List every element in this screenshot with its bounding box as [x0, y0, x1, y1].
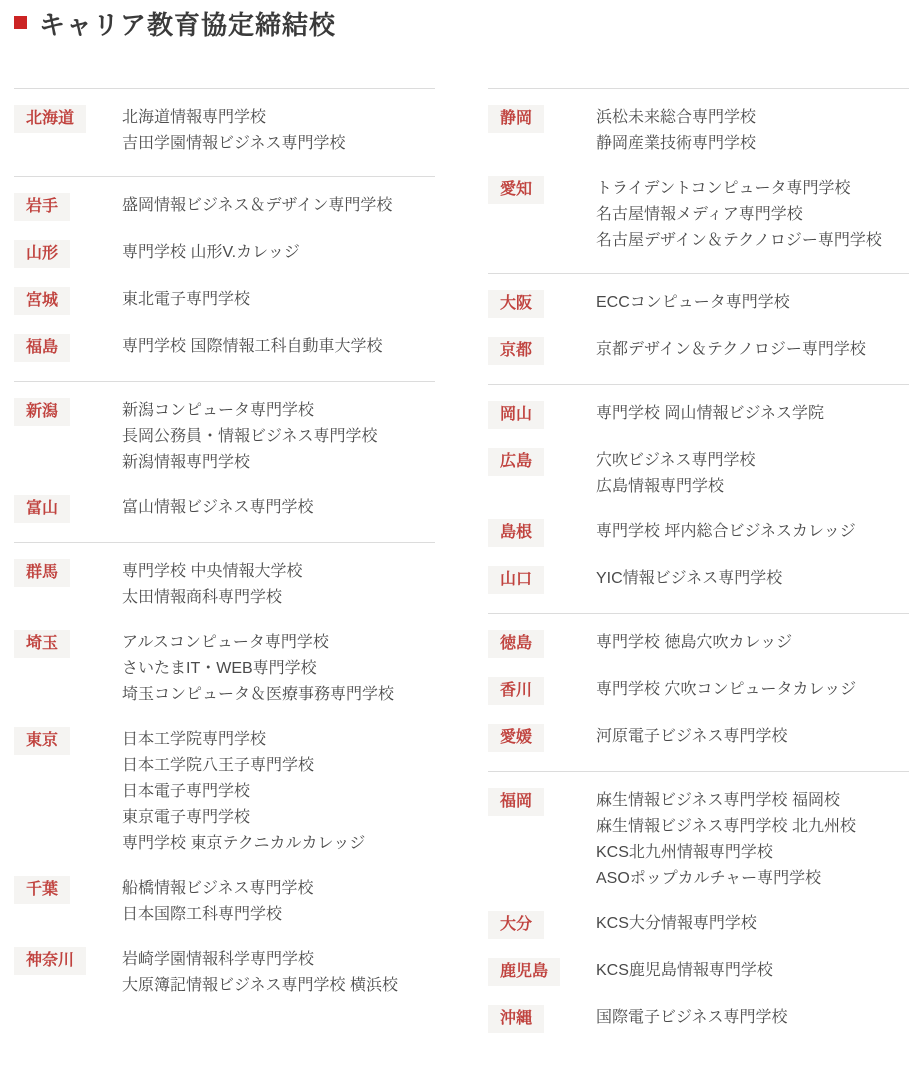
prefecture-label-cell	[488, 448, 596, 476]
school-name: 浜松未来総合専門学校	[596, 109, 757, 126]
prefecture-label-cell	[14, 495, 122, 523]
prefecture-badge: 大分	[488, 911, 544, 939]
school-list	[596, 337, 909, 363]
school-name: 埼玉コンピュータ＆医療事務専門学校	[122, 686, 395, 703]
school-name: 河原電子ビジネス専門学校	[596, 728, 788, 745]
school-name: 太田情報商科専門学校	[122, 589, 283, 606]
prefecture-row	[488, 448, 909, 500]
school-list	[122, 193, 435, 219]
school-list	[122, 630, 435, 708]
prefecture-badge: 静岡	[488, 105, 544, 133]
prefecture-badge: 富山	[14, 495, 70, 523]
school-list	[122, 105, 435, 157]
school-name: KCS北九州情報専門学校	[596, 844, 773, 861]
prefecture-row	[488, 630, 909, 658]
square-bullet-icon	[14, 16, 27, 29]
school-name: YIC情報ビジネス専門学校	[596, 570, 783, 587]
school-name: 麻生情報ビジネス専門学校 福岡校	[596, 792, 840, 809]
school-list	[122, 876, 435, 928]
school-name: 専門学校 東京テクニカルカレッジ	[122, 835, 366, 852]
prefecture-row	[14, 559, 435, 611]
page-title-text: キャリア教育協定締結校	[39, 10, 337, 40]
prefecture-row	[14, 105, 435, 157]
prefecture-badge: 宮城	[14, 287, 70, 315]
prefecture-row	[488, 724, 909, 752]
prefecture-label-cell	[14, 727, 122, 755]
school-list	[596, 958, 909, 984]
prefecture-badge: 福島	[14, 334, 70, 362]
prefecture-row	[488, 677, 909, 705]
prefecture-badge: 愛媛	[488, 724, 544, 752]
prefecture-row	[488, 958, 909, 986]
school-name: さいたまIT・WEB専門学校	[122, 660, 317, 677]
school-list	[122, 727, 435, 857]
prefecture-row	[488, 1005, 909, 1033]
prefecture-row	[14, 630, 435, 708]
prefecture-label-cell	[488, 724, 596, 752]
region-section	[14, 176, 435, 362]
school-list	[596, 677, 909, 703]
prefecture-row	[14, 947, 435, 999]
region-section	[14, 381, 435, 523]
prefecture-label-cell	[488, 566, 596, 594]
prefecture-label-cell	[14, 630, 122, 658]
prefecture-badge: 山形	[14, 240, 70, 268]
school-list	[122, 398, 435, 476]
prefecture-row	[14, 495, 435, 523]
school-name: 名古屋デザイン＆テクノロジー専門学校	[596, 232, 882, 249]
region-section	[14, 542, 435, 999]
prefecture-badge: 群馬	[14, 559, 70, 587]
prefecture-badge: 北海道	[14, 105, 86, 133]
prefecture-badge: 埼玉	[14, 630, 70, 658]
prefecture-row	[14, 727, 435, 857]
school-name: 日本工学院専門学校	[122, 731, 267, 748]
page-title	[14, 8, 910, 42]
school-list	[596, 401, 909, 427]
prefecture-row	[14, 240, 435, 268]
school-name: 吉田学園情報ビジネス専門学校	[122, 135, 346, 152]
region-section	[14, 88, 435, 157]
region-section	[488, 88, 909, 254]
school-list-columns	[14, 88, 910, 1052]
school-name: 新潟コンピュータ専門学校	[122, 402, 315, 419]
prefecture-row	[14, 334, 435, 362]
prefecture-label-cell	[488, 630, 596, 658]
prefecture-badge: 大阪	[488, 290, 544, 318]
school-name: 専門学校 穴吹コンピュータカレッジ	[596, 681, 857, 698]
prefecture-label-cell	[488, 401, 596, 429]
school-name: 国際電子ビジネス専門学校	[596, 1009, 788, 1026]
school-list	[596, 788, 909, 892]
school-name: 麻生情報ビジネス専門学校 北九州校	[596, 818, 856, 835]
school-list	[596, 630, 909, 656]
school-name: トライデントコンピュータ専門学校	[596, 180, 851, 197]
prefecture-label-cell	[14, 193, 122, 221]
school-name: 日本工学院八王子専門学校	[122, 757, 315, 774]
prefecture-row	[488, 290, 909, 318]
school-list-column	[14, 88, 435, 1052]
school-name: 名古屋情報メディア専門学校	[596, 206, 803, 223]
prefecture-badge: 沖縄	[488, 1005, 544, 1033]
prefecture-label-cell	[488, 958, 596, 986]
school-list	[122, 559, 435, 611]
school-name: 専門学校 中央情報大学校	[122, 563, 303, 580]
school-name: 専門学校 徳島穴吹カレッジ	[596, 634, 793, 651]
school-list	[596, 105, 909, 157]
prefecture-badge: 福岡	[488, 788, 544, 816]
prefecture-label-cell	[488, 677, 596, 705]
prefecture-badge: 島根	[488, 519, 544, 547]
school-list	[596, 448, 909, 500]
prefecture-badge: 東京	[14, 727, 70, 755]
prefecture-row	[488, 176, 909, 254]
prefecture-label-cell	[14, 287, 122, 315]
school-list	[596, 1005, 909, 1031]
school-name: 静岡産業技術専門学校	[596, 135, 757, 152]
school-name: 長岡公務員・情報ビジネス専門学校	[122, 428, 378, 445]
school-name: 東北電子専門学校	[122, 291, 251, 308]
prefecture-badge: 鹿児島	[488, 958, 560, 986]
prefecture-badge: 神奈川	[14, 947, 86, 975]
region-section	[488, 273, 909, 365]
prefecture-row	[14, 398, 435, 476]
school-name: 新潟情報専門学校	[122, 454, 251, 471]
school-name: 日本国際工科専門学校	[122, 906, 283, 923]
prefecture-label-cell	[14, 105, 122, 133]
prefecture-row	[488, 105, 909, 157]
school-name: 北海道情報専門学校	[122, 109, 267, 126]
school-list	[596, 519, 909, 545]
prefecture-badge: 広島	[488, 448, 544, 476]
prefecture-row	[488, 911, 909, 939]
school-list	[122, 334, 435, 360]
school-name: 専門学校 山形V.カレッジ	[122, 244, 300, 261]
school-name: ECCコンピュータ専門学校	[596, 294, 790, 311]
prefecture-row	[14, 193, 435, 221]
prefecture-badge: 愛知	[488, 176, 544, 204]
prefecture-label-cell	[14, 559, 122, 587]
prefecture-label-cell	[488, 788, 596, 816]
school-name: ASOポップカルチャー専門学校	[596, 870, 822, 887]
prefecture-row	[488, 337, 909, 365]
school-name: 日本電子専門学校	[122, 783, 251, 800]
prefecture-label-cell	[14, 240, 122, 268]
prefecture-label-cell	[488, 176, 596, 204]
prefecture-label-cell	[488, 337, 596, 365]
school-name: 専門学校 国際情報工科自動車大学校	[122, 338, 383, 355]
school-list	[596, 176, 909, 254]
school-list	[122, 240, 435, 266]
school-list	[596, 724, 909, 750]
school-list	[122, 947, 435, 999]
school-name: 広島情報専門学校	[596, 478, 725, 495]
prefecture-label-cell	[14, 334, 122, 362]
prefecture-row	[488, 401, 909, 429]
prefecture-row	[14, 876, 435, 928]
prefecture-label-cell	[14, 398, 122, 426]
school-list	[596, 290, 909, 316]
prefecture-label-cell	[14, 876, 122, 904]
prefecture-label-cell	[488, 911, 596, 939]
school-name: 専門学校 坪内総合ビジネスカレッジ	[596, 523, 856, 540]
school-name: KCS大分情報専門学校	[596, 915, 757, 932]
prefecture-badge: 新潟	[14, 398, 70, 426]
school-name: 富山情報ビジネス専門学校	[122, 499, 314, 516]
prefecture-label-cell	[488, 290, 596, 318]
school-name: アルスコンピュータ専門学校	[122, 634, 329, 651]
school-name: 穴吹ビジネス専門学校	[596, 452, 756, 469]
school-name: 専門学校 岡山情報ビジネス学院	[596, 405, 824, 422]
prefecture-label-cell	[14, 947, 122, 975]
region-section	[488, 771, 909, 1033]
prefecture-row	[488, 566, 909, 594]
school-list	[596, 566, 909, 592]
region-section	[488, 613, 909, 752]
prefecture-badge: 香川	[488, 677, 544, 705]
school-list	[596, 911, 909, 937]
school-name: 盛岡情報ビジネス＆デザイン専門学校	[122, 197, 393, 214]
region-section	[488, 384, 909, 594]
prefecture-row	[488, 788, 909, 892]
prefecture-label-cell	[488, 1005, 596, 1033]
school-name: 東京電子専門学校	[122, 809, 251, 826]
school-list	[122, 287, 435, 313]
prefecture-badge: 京都	[488, 337, 544, 365]
prefecture-label-cell	[488, 105, 596, 133]
school-name: 岩崎学園情報科学専門学校	[122, 951, 315, 968]
school-name: 大原簿記情報ビジネス専門学校 横浜校	[122, 977, 398, 994]
school-list-column	[488, 88, 909, 1052]
prefecture-badge: 徳島	[488, 630, 544, 658]
school-name: 船橋情報ビジネス専門学校	[122, 880, 314, 897]
school-name: KCS鹿児島情報専門学校	[596, 962, 773, 979]
prefecture-badge: 岡山	[488, 401, 544, 429]
prefecture-badge: 山口	[488, 566, 544, 594]
prefecture-badge: 岩手	[14, 193, 70, 221]
school-list	[122, 495, 435, 521]
prefecture-row	[488, 519, 909, 547]
prefecture-label-cell	[488, 519, 596, 547]
prefecture-badge: 千葉	[14, 876, 70, 904]
school-name: 京都デザイン＆テクノロジー専門学校	[596, 341, 866, 358]
prefecture-row	[14, 287, 435, 315]
